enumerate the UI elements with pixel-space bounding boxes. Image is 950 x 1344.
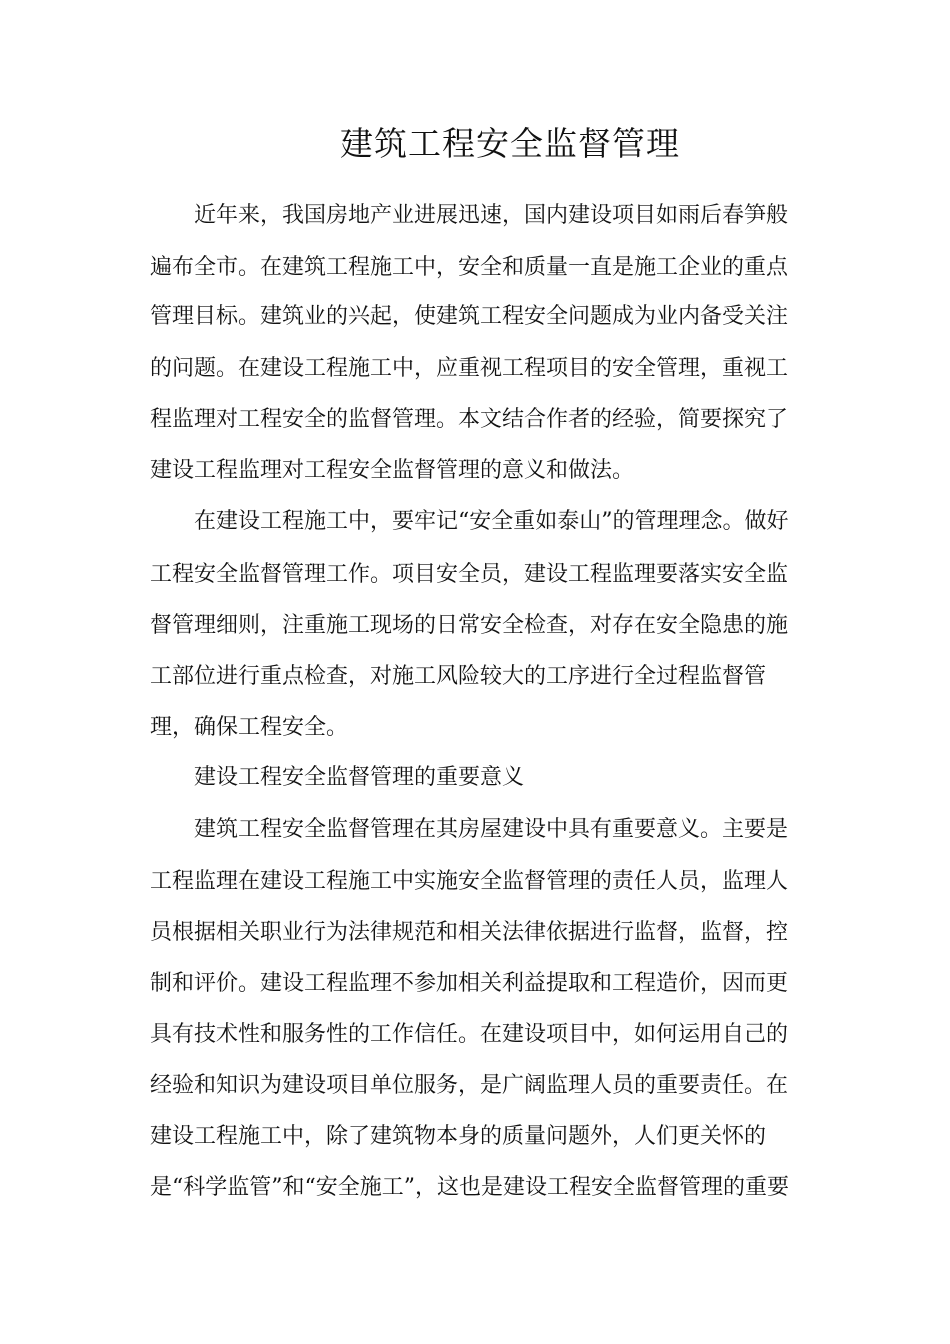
paragraph-line: 建设工程监理对工程安全监督管理的意义和做法。 bbox=[150, 458, 635, 483]
paragraph-line: 经验和知识为建设项目单位服务，是广阔监理人员的重要责任。在 bbox=[150, 1073, 789, 1098]
paragraph-line: 管理目标。建筑业的兴起，使建筑工程安全问题成为业内备受关注 bbox=[150, 304, 789, 329]
paragraph-line: 近年来，我国房地产业进展迅速，国内建设项目如雨后春笋般 bbox=[194, 203, 789, 228]
paragraph-line: 督管理细则，注重施工现场的日常安全检查，对存在安全隐患的施 bbox=[150, 613, 789, 638]
section-heading: 建设工程安全监督管理的重要意义 bbox=[194, 765, 525, 790]
paragraph-line: 制和评价。建设工程监理不参加相关利益提取和工程造价，因而更 bbox=[150, 971, 789, 996]
paragraph-line: 工部位进行重点检查，对施工风险较大的工序进行全过程监督管 bbox=[150, 664, 767, 689]
paragraph-line: 工程监理在建设工程施工中实施安全监督管理的责任人员，监理人 bbox=[150, 869, 789, 894]
paragraph-line: 在建设工程施工中，要牢记“安全重如泰山”的管理理念。做好 bbox=[194, 509, 789, 534]
paragraph-line: 工程安全监督管理工作。项目安全员，建设工程监理要落实安全监 bbox=[150, 562, 789, 587]
document-title: 建筑工程安全监督管理 bbox=[340, 124, 680, 163]
paragraph-line: 建设工程施工中，除了建筑物本身的质量问题外，人们更关怀的 bbox=[150, 1124, 767, 1149]
paragraph-line: 理，确保工程安全。 bbox=[150, 715, 349, 740]
paragraph-line: 是“科学监管”和“安全施工”，这也是建设工程安全监督管理的重要 bbox=[150, 1175, 789, 1200]
paragraph-line: 遍布全市。在建筑工程施工中，安全和质量一直是施工企业的重点 bbox=[150, 255, 789, 280]
paragraph-line: 建筑工程安全监督管理在其房屋建设中具有重要意义。主要是 bbox=[194, 817, 789, 842]
paragraph-line: 具有技术性和服务性的工作信任。在建设项目中，如何运用自己的 bbox=[150, 1022, 789, 1047]
paragraph-line: 程监理对工程安全的监督管理。本文结合作者的经验，简要探究了 bbox=[150, 407, 789, 432]
paragraph-line: 的问题。在建设工程施工中，应重视工程项目的安全管理，重视工 bbox=[150, 356, 789, 381]
paragraph-line: 员根据相关职业行为法律规范和相关法律依据进行监督，监督，控 bbox=[150, 920, 789, 945]
